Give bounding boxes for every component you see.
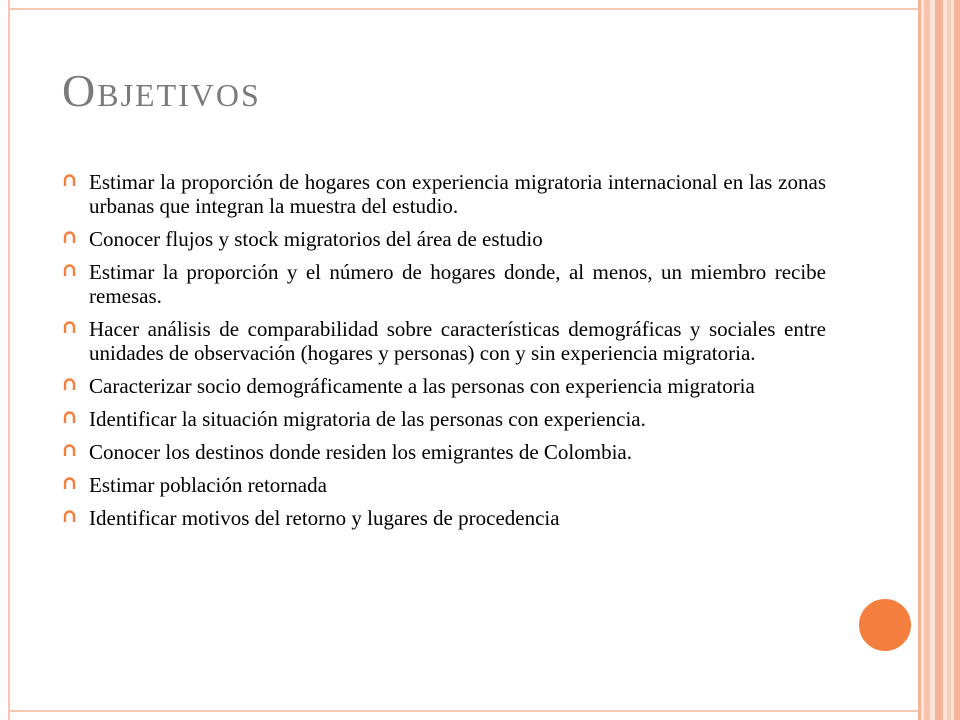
objectives-list — [62, 170, 826, 530]
frame-border-left — [8, 0, 10, 720]
horseshoe-bullet-icon — [62, 410, 77, 425]
frame-border-bottom — [8, 710, 920, 712]
decorative-stripe — [935, 0, 943, 720]
slide-title: Objetivos — [62, 65, 261, 116]
horseshoe-bullet-icon — [62, 476, 77, 491]
list-item-text: Estimar población retornada — [89, 473, 327, 497]
decorative-stripe — [924, 0, 930, 720]
decorative-stripe — [954, 0, 960, 720]
list-item-text: Estimar la proporción y el número de hogares donde, al menos, un miembro recibe remesas. — [89, 260, 826, 308]
frame-border-top — [8, 8, 920, 10]
list-item — [62, 407, 826, 431]
horseshoe-bullet-icon — [62, 509, 77, 524]
list-item — [62, 440, 826, 464]
list-item — [62, 317, 826, 365]
list-item-text: Caracterizar socio demográficamente a las personas con experiencia migratoria — [89, 374, 755, 398]
horseshoe-bullet-icon — [62, 443, 77, 458]
list-item — [62, 374, 826, 398]
horseshoe-bullet-icon — [62, 377, 77, 392]
list-item-text: Conocer flujos y stock migratorios del área de estudio — [89, 227, 543, 251]
list-item — [62, 506, 826, 530]
horseshoe-bullet-icon — [62, 230, 77, 245]
list-item — [62, 260, 826, 308]
slide-content — [62, 170, 826, 539]
horseshoe-bullet-icon — [62, 320, 77, 335]
list-item-text: Conocer los destinos donde residen los emigrantes de Colombia. — [89, 440, 632, 464]
list-item — [62, 473, 826, 497]
decorative-stripe — [947, 0, 951, 720]
list-item-text: Estimar la proporción de hogares con experiencia migratoria internacional en las zonas urbanas que integran la muestra del estudio. — [89, 170, 826, 218]
list-item — [62, 227, 826, 251]
list-item-text: Identificar la situación migratoria de las personas con experiencia. — [89, 407, 646, 431]
list-item — [62, 170, 826, 218]
horseshoe-bullet-icon — [62, 263, 77, 278]
list-item-text: Hacer análisis de comparabilidad sobre características demográficas y sociales entre unidades de observación (hogares y personas) con y sin experiencia migratoria. — [89, 317, 826, 365]
horseshoe-bullet-icon — [62, 173, 77, 188]
list-item-text: Identificar motivos del retorno y lugares de procedencia — [89, 506, 560, 530]
decorative-stripe — [918, 0, 921, 720]
decorative-orange-circle — [856, 596, 914, 654]
